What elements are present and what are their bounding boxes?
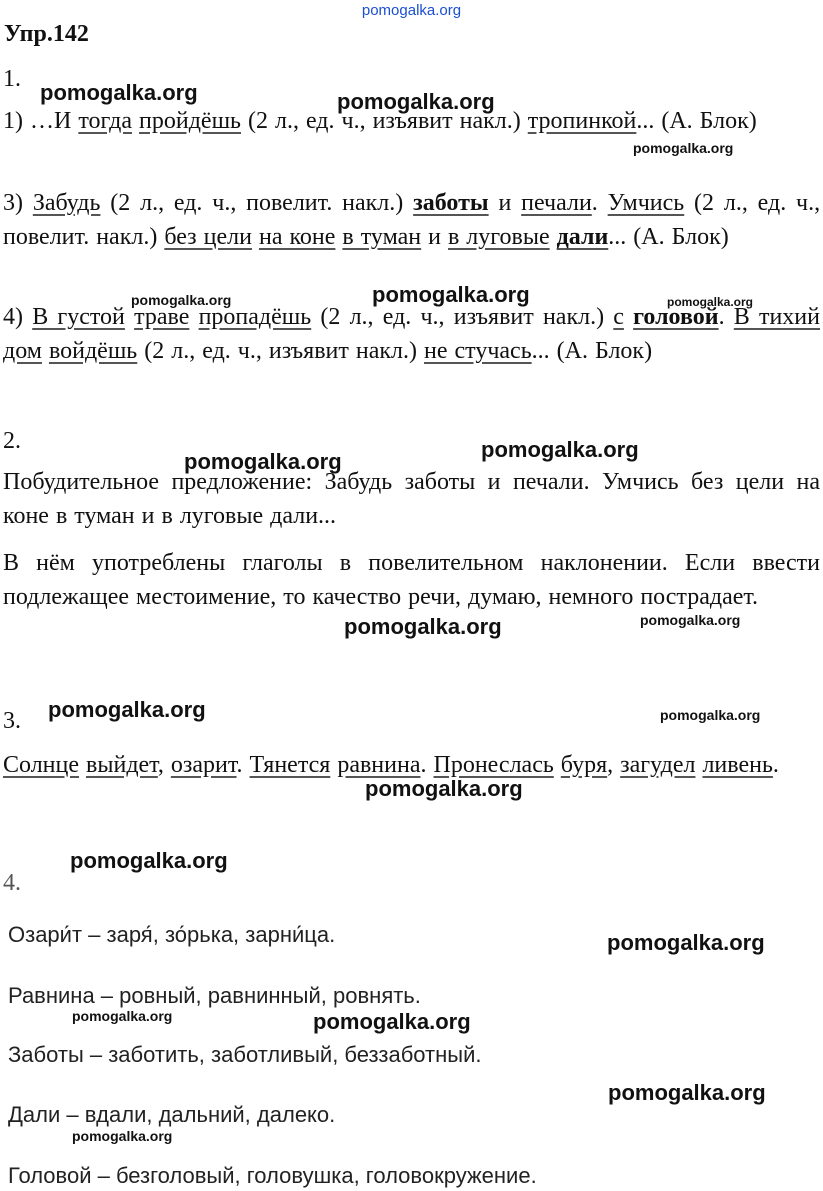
underlined-word: Тянется bbox=[249, 752, 331, 778]
watermark: pomogalka.org bbox=[607, 930, 765, 955]
underlined-word: Умчись bbox=[607, 190, 685, 216]
underlined-word: тогда bbox=[78, 108, 133, 134]
section-3-number: 3. bbox=[3, 708, 21, 734]
underlined-word: дали bbox=[556, 224, 609, 250]
underlined-word: на коне bbox=[258, 224, 336, 250]
section-3-paragraph: Солнце выйдет, озарит. Тянется равнина. Пронеслась буря, загудел ливень. bbox=[3, 752, 779, 778]
underlined-word: в туман bbox=[342, 224, 422, 250]
underlined-word: без цели bbox=[164, 224, 252, 250]
underlined-word: головой bbox=[633, 304, 719, 330]
watermark: pomogalka.org bbox=[344, 614, 502, 639]
section-2-number: 2. bbox=[3, 428, 21, 454]
underlined-word: пропадёшь bbox=[198, 304, 312, 330]
word-family-row: Заботы – заботить, заботливый, беззаботный. bbox=[8, 1042, 482, 1067]
watermark: pomogalka.org bbox=[48, 697, 206, 722]
section-4-number: 4. bbox=[3, 870, 21, 896]
watermark: pomogalka.org bbox=[608, 1080, 766, 1105]
word-family-row: Равнина – ровный, равнинный, ровнять. bbox=[8, 983, 421, 1008]
section-1-number: 1. bbox=[3, 66, 21, 92]
underlined-word: ливень bbox=[702, 752, 773, 778]
underlined-word: загудел bbox=[620, 752, 696, 778]
watermark: pomogalka.org bbox=[184, 449, 342, 474]
underlined-word: пройдёшь bbox=[139, 108, 241, 134]
sentence-3: 3) Забудь (2 л., ед. ч., повелит. накл.) заботы и печали. Умчись (2 л., ед. ч., повелит. накл.) без цели на коне в туман и в луговые дали... (А. Блок) bbox=[3, 190, 821, 250]
underlined-word: Забудь bbox=[32, 190, 101, 216]
underlined-word: с bbox=[613, 304, 624, 330]
watermark: pomogalka.org bbox=[40, 80, 198, 105]
underlined-word: заботы bbox=[413, 190, 489, 216]
underlined-word: в луговые bbox=[447, 224, 550, 250]
watermark: pomogalka.org bbox=[72, 1008, 173, 1024]
sentence-4: 4) В густой траве пропадёшь (2 л., ед. ч., изъявит накл.) с головой. В тихий дом войдёшь (2 л., ед. ч., изъявит накл.) не стучась... (А. Блок) bbox=[3, 304, 820, 364]
watermark: pomogalka.org bbox=[633, 140, 734, 156]
watermark: pomogalka.org bbox=[365, 776, 523, 801]
exercise-title: Упр.142 bbox=[4, 21, 89, 47]
underlined-word: войдёшь bbox=[48, 338, 138, 364]
underlined-word: буря bbox=[560, 752, 608, 778]
underlined-word: дом bbox=[3, 338, 42, 364]
underlined-word: не стучась bbox=[424, 338, 532, 364]
watermark: pomogalka.org bbox=[72, 1128, 173, 1144]
underlined-word: В густой bbox=[32, 304, 125, 330]
underlined-word: выйдет bbox=[86, 752, 158, 778]
section-2-paragraph-2: В нём употреблены глаголы в повелительном наклонении. Если ввести подлежащее местоимение, то качество речи, думаю, немного пострадает. bbox=[3, 550, 820, 610]
watermark: pomogalka.org bbox=[481, 437, 639, 462]
word-family-row: Дали – вдали, дальний, далеко. bbox=[8, 1102, 336, 1127]
underlined-word: траве bbox=[134, 304, 190, 330]
watermark: pomogalka.org bbox=[70, 848, 228, 873]
watermark: pomogalka.org bbox=[313, 1009, 471, 1034]
header-watermark: pomogalka.org bbox=[361, 2, 462, 19]
word-family-row: Головой – безголовый, головушка, головокружение. bbox=[8, 1163, 537, 1188]
underlined-word: тропинкой bbox=[527, 108, 637, 134]
underlined-word: равнина bbox=[337, 752, 421, 778]
watermark: pomogalka.org bbox=[667, 295, 754, 309]
watermark: pomogalka.org bbox=[372, 282, 530, 307]
watermark: pomogalka.org bbox=[640, 612, 741, 628]
underlined-word: печали bbox=[521, 190, 592, 216]
underlined-word: озарит bbox=[170, 752, 237, 778]
sentence-1: 1) …И тогда пройдёшь (2 л., ед. ч., изъявит накл.) тропинкой... (А. Блок) bbox=[3, 108, 757, 134]
underlined-word: Солнце bbox=[3, 752, 80, 778]
watermark: pomogalka.org bbox=[337, 89, 495, 114]
watermark: pomogalka.org bbox=[660, 707, 761, 723]
underlined-word: В тихий bbox=[733, 304, 820, 330]
watermark: pomogalka.org bbox=[131, 292, 232, 308]
underlined-word: Пронеслась bbox=[433, 752, 554, 778]
section-2-paragraph-1: Побудительное предложение: Забудь заботы и печали. Умчись без цели на коне в туман и в луговые дали... bbox=[3, 469, 820, 529]
word-family-row: Озари́т – заря́, зо́рька, зарни́ца. bbox=[8, 922, 336, 947]
